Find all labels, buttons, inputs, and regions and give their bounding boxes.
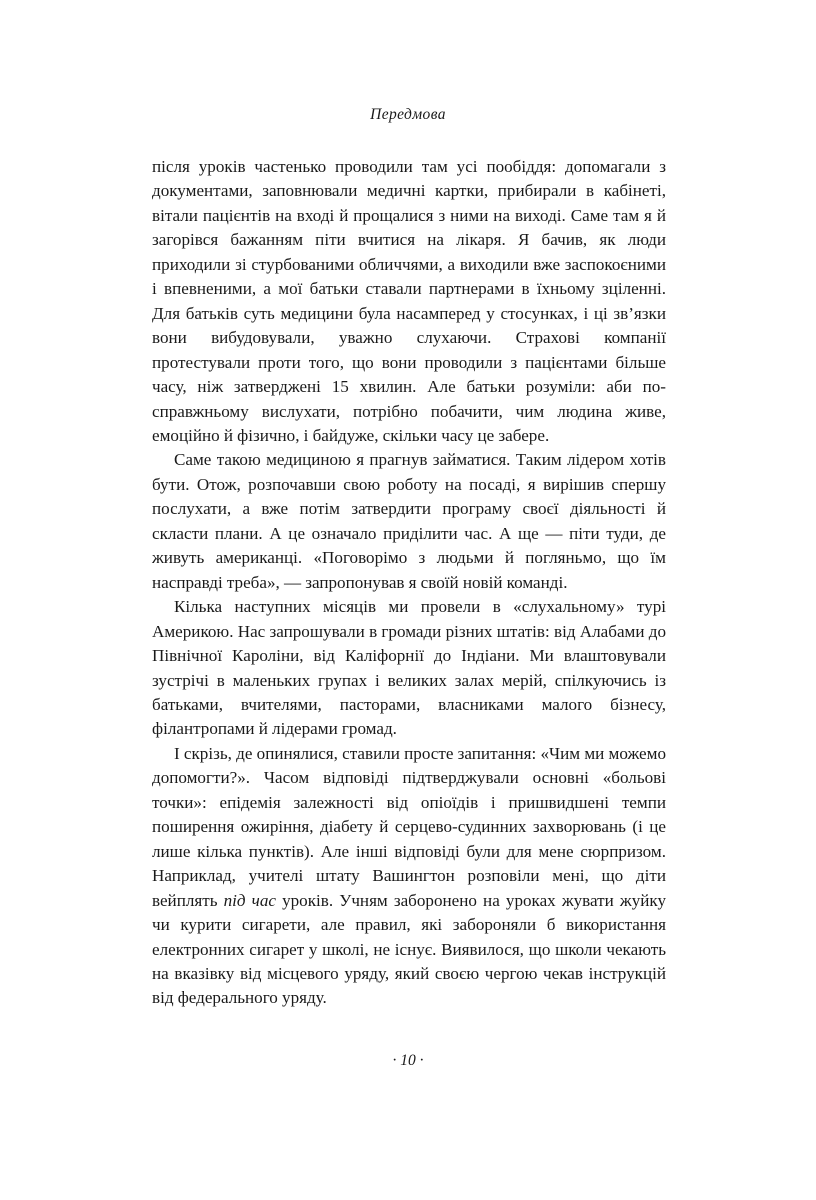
emphasized-text: під час — [223, 890, 276, 910]
paragraph-4: І скрізь, де опинялися, ставили просте запитання: «Чим ми можемо допомогти?». Часом відповіді підтверджували основні «больові точки»: епідемія залежності від опіоїдів і пришвидшені темпи поширення ожиріння, діабету й серцево-судинних захворювань (і це лише кілька пунктів). Але інші відповіді були для мене сюрпризом. Наприклад, учителі штату Вашингтон розповіли мені, що діти вейплять під час уроків. Учням заборонено на уроках жувати жуйку чи курити сигарети, але правил, які забороняли б використання електронних сигарет у школі, не існує. Виявилося, що школи чекають на вказівку від місцевого уряду, який своєю чергою чекав інструкцій від федерального уряду. — [152, 743, 667, 1008]
running-head: Передмова — [370, 106, 446, 123]
paragraph-1: після уроків частенько проводили там усі пообіддя: допомагали з документами, заповнювали медичні картки, прибирали в кабінеті, вітали пацієнтів на вході й прощалися з ними на виході. Саме там я й загорівся бажанням піти вчитися на лікаря. Я бачив, як люди приходили зі стурбованими обличчями, а виходили вже заспокоєними і впевненими, а мої батьки ставали партнерами в їхньому зціленні. Для батьків суть медицини була насамперед у стосунках, і ці зв’язки вони вибудовували, уважно слухаючи. Страхові компанії протестували проти того, що вони проводили з пацієнтами більше часу, ніж затверджені 15 хвилин. Але батьки розуміли: аби по-справжньому вислухати, потрібно побачити, чим людина живе, емоційно й фізично, і байдуже, скільки часу це забере. — [152, 157, 666, 445]
page-number: · 10 · — [392, 1052, 424, 1069]
body-text-block — [152, 155, 666, 1011]
paragraph-3: Кілька наступних місяців ми провели в «слухальному» турі Америкою. Нас запрошували в громади різних штатів: від Алабами до Північної Кароліни, від Каліфорнії до Індіани. Ми влаштовували зустрічі в маленьких групах і великих залах мерій, спілкуючись із батьками, вчителями, пасторами, власниками малого бізнесу, філантропами й лідерами громад. — [152, 597, 666, 739]
paragraph-2: Саме такою медициною я прагнув займатися. Таким лідером хотів бути. Отож, розпочавши свою роботу на посаді, я вирішив спершу послухати, а вже потім затвердити програму своєї діяльності й скласти плани. А це означало приділити час. А ще — піти туди, де живуть американці. «Поговорімо з людьми й погляньмо, що їм насправді треба», — запропонував я своїй новій команді. — [152, 450, 666, 592]
